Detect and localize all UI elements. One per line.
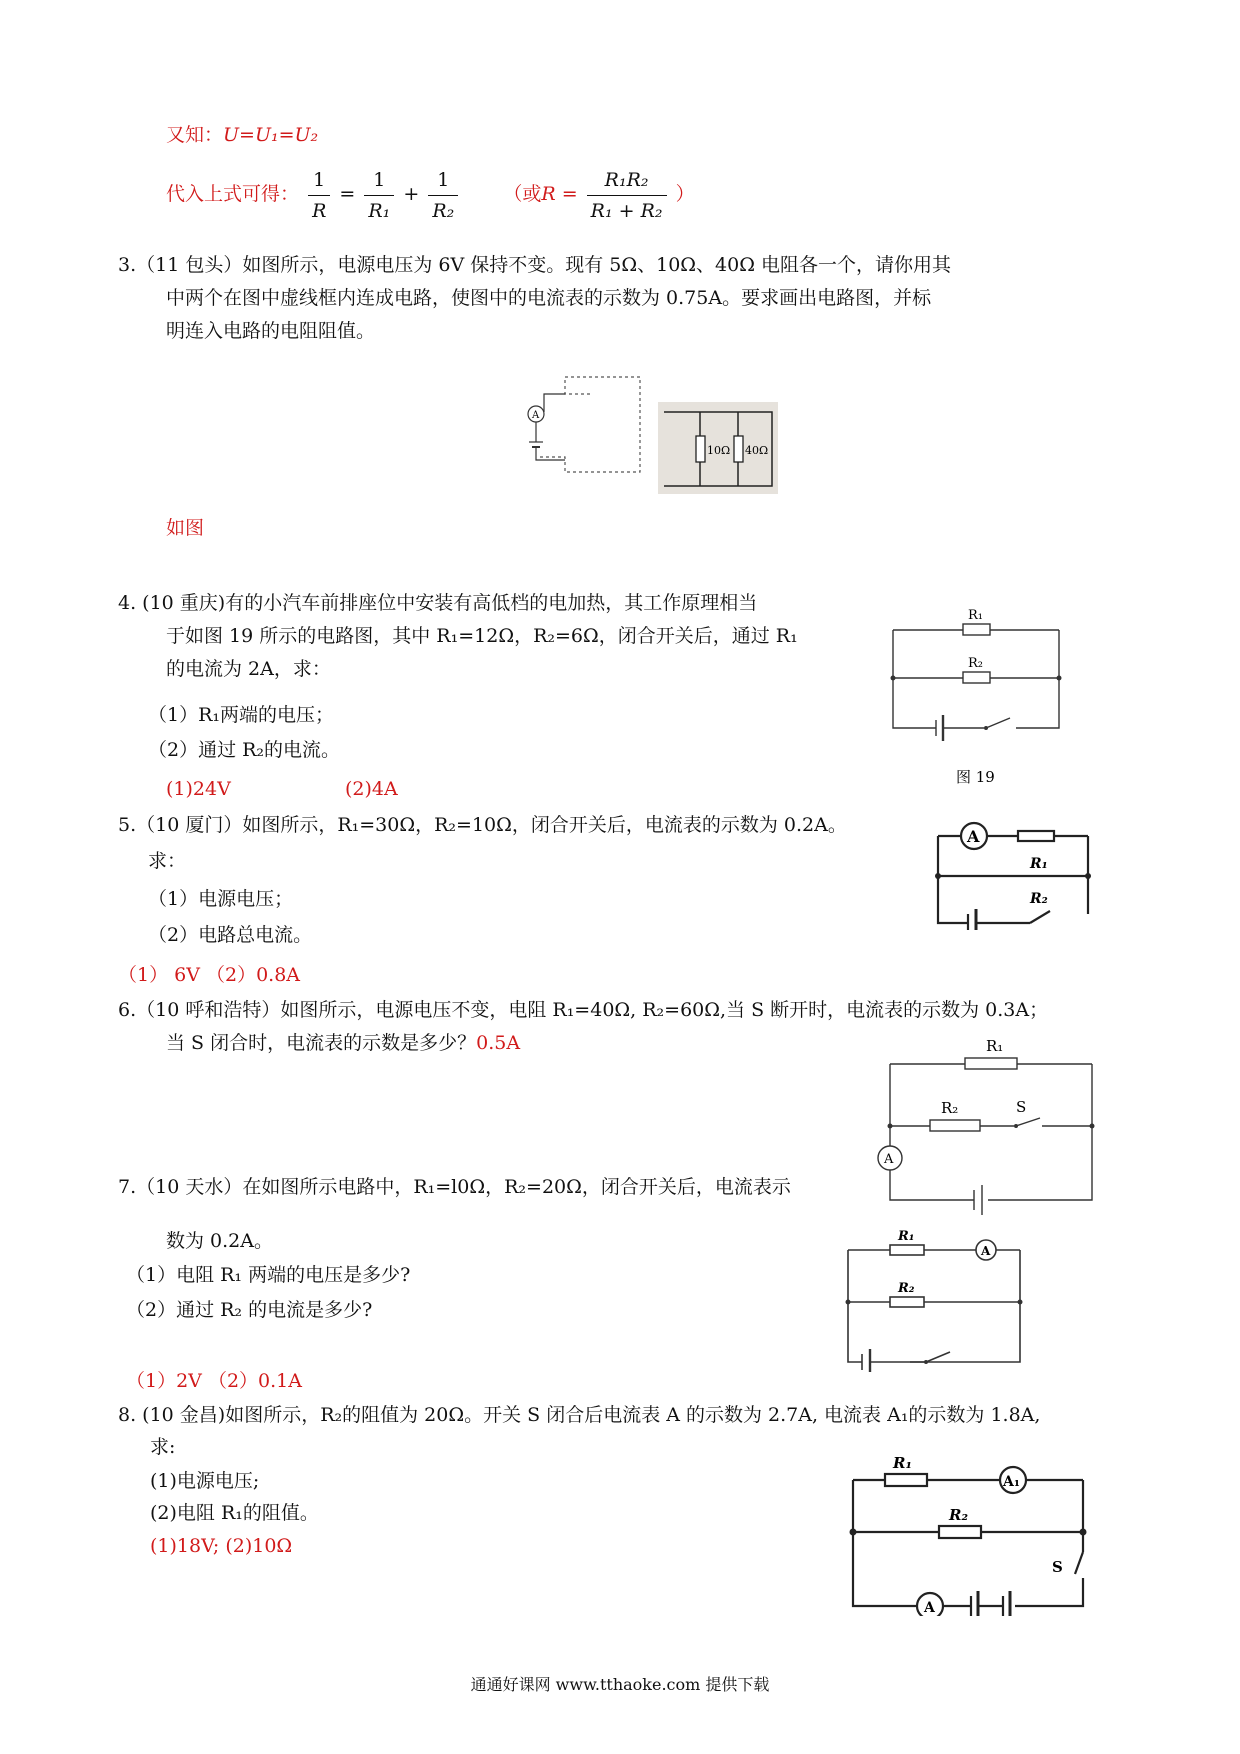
q8-sub-1: (1)电源电压;: [150, 1470, 260, 1492]
resistor-r2: [930, 1120, 980, 1131]
q3-answer-circuit: [658, 402, 778, 494]
resistor-r2: [890, 1297, 924, 1307]
q3-circuit-blank: [520, 372, 645, 478]
resistor-r2: [963, 672, 990, 683]
svg-text:A: A: [884, 1152, 894, 1167]
svg-text:R₂: R₂: [949, 1506, 969, 1524]
q6-line-1: 6.（10 呼和浩特）如图所示，电源电压不变，电阻 R₁=40Ω, R₂=60Ω,当 S 断开时，电流表的示数为 0.3A；: [118, 999, 1049, 1021]
q7-line-1: 7.（10 天水）在如图所示电路中，R₁=l0Ω，R₂=20Ω，闭合开关后，电流表示: [118, 1176, 791, 1198]
svg-text:A: A: [981, 1244, 991, 1258]
resistor-10-ohm: [696, 436, 705, 462]
svg-text:R₁: R₁: [968, 608, 983, 623]
resistor-r1: [885, 1474, 927, 1486]
svg-text:R₁: R₁: [893, 1454, 913, 1472]
svg-text:A: A: [924, 1600, 935, 1616]
q6-line-2: 当 S 闭合时，电流表的示数是多少？0.5A: [166, 1032, 521, 1054]
q3-line-2: 中两个在图中虚线框内连成电路，使图中的电流表的示数为 0.75A。要求画出电路图，并标: [166, 287, 932, 309]
svg-text:A₁: A₁: [1003, 1474, 1020, 1490]
q5-sub-1: （1）电源电压；: [148, 888, 294, 910]
fraction-parallel: $\frac{\text{R₁R₂}}{\text{R₁ + R₂}}$: [587, 165, 667, 226]
q4-line-2: 于如图 19 所示的电路图，其中 R₁=12Ω，R₂=6Ω，闭合开关后，通过 R₁: [166, 625, 798, 647]
resistor-r1: [965, 1058, 1017, 1069]
svg-text:S: S: [1016, 1098, 1027, 1116]
svg-text:10Ω: 10Ω: [707, 444, 731, 457]
resistor-r1: [1018, 831, 1054, 841]
formula-line: 代入上式可得： $\frac{1}{R}$ = $\frac{1}{\text{R₁}}$ + $\frac{1}{\text{R₂}}$ （或R = $\frac{\text{R₁R₂}}{\text{R₁ + R₂}}$ ）: [166, 164, 695, 226]
q3-line-1: 3.（11 包头）如图所示，电源电压为 6V 保持不变。现有 5Ω、10Ω、40Ω 电阻各一个，请你用其: [118, 254, 952, 276]
svg-text:R₂: R₂: [1030, 891, 1048, 907]
svg-text:40Ω: 40Ω: [745, 444, 769, 457]
svg-text:图 19: 图 19: [956, 768, 995, 786]
svg-text:S: S: [1052, 1558, 1063, 1576]
q5-sub-2: （2）电路总电流。: [148, 924, 313, 946]
q7-answer: （1）2V （2）0.1A: [126, 1370, 302, 1392]
q8-line-2: 求:: [150, 1436, 176, 1458]
svg-text:R₁: R₁: [898, 1229, 915, 1244]
q3-answer: 如图: [166, 517, 205, 539]
q8-answer: (1)18V; (2)10Ω: [150, 1535, 293, 1557]
fraction-1-over-R1: $\frac{1}{\text{R₁}}$: [364, 165, 394, 226]
q4-line-3: 的电流为 2A，求：: [166, 658, 331, 680]
q3-line-3: 明连入电路的电阻阻值。: [166, 320, 376, 342]
q4-circuit: [888, 600, 1064, 790]
page-footer: 通通好课网 www.tthaoke.com 提供下载: [470, 1675, 770, 1694]
resistor-r2: [939, 1526, 981, 1538]
switch-icon: [1030, 911, 1050, 923]
svg-text:R₂: R₂: [898, 1281, 915, 1296]
q4-answer-1: (1)24V: [166, 778, 231, 800]
q4-line-1: 4. (10 重庆)有的小汽车前排座位中安装有高低档的电加热，其工作原理相当: [118, 592, 758, 614]
resistor-r1: [890, 1245, 924, 1255]
svg-text:A: A: [967, 827, 980, 846]
q5-answer: （1） 6V （2）0.8A: [118, 964, 301, 986]
q5-circuit: [930, 818, 1096, 930]
resistor-40-ohm: [734, 436, 743, 462]
q8-line-1: 8. (10 金昌)如图所示，R₂的阻值为 20Ω。开关 S 闭合后电流表 A 的示数为 2.7A, 电流表 A₁的示数为 1.8A,: [118, 1404, 1041, 1426]
svg-text:R₁: R₁: [1030, 856, 1048, 872]
q8-sub-2: (2)电阻 R₁的阻值。: [150, 1502, 319, 1524]
fraction-1-over-R2: $\frac{1}{\text{R₂}}$: [428, 165, 458, 226]
dashed-box: [540, 377, 640, 472]
q4-sub-1: （1）R₁两端的电压；: [148, 704, 335, 726]
q4-answer-2: (2)4A: [345, 778, 398, 800]
q5-line-2: 求：: [148, 850, 187, 872]
also-known-line: 又知：U=U₁=U₂: [166, 124, 319, 146]
resistor-r1: [963, 624, 990, 635]
q6-circuit: [870, 1030, 1100, 1220]
q5-line-1: 5.（10 厦门）如图所示，R₁=30Ω，R₂=10Ω，闭合开关后，电流表的示数为 0.2A。: [118, 814, 847, 836]
q7-sub-2: （2）通过 R₂ 的电流是多少?: [126, 1299, 373, 1321]
q8-circuit: [845, 1448, 1095, 1616]
svg-text:R₂: R₂: [968, 656, 983, 671]
svg-text:R₂: R₂: [941, 1099, 959, 1117]
svg-text:A: A: [532, 410, 540, 421]
q4-sub-2: （2）通过 R₂的电流。: [148, 739, 341, 761]
q7-circuit: [840, 1222, 1030, 1372]
q7-line-2: 数为 0.2A。: [166, 1230, 273, 1252]
fraction-1-over-R: $\frac{1}{R}$: [308, 165, 330, 226]
switch-icon: [1075, 1552, 1083, 1574]
q7-sub-1: （1）电阻 R₁ 两端的电压是多少?: [126, 1264, 411, 1286]
svg-text:R₁: R₁: [986, 1037, 1004, 1055]
